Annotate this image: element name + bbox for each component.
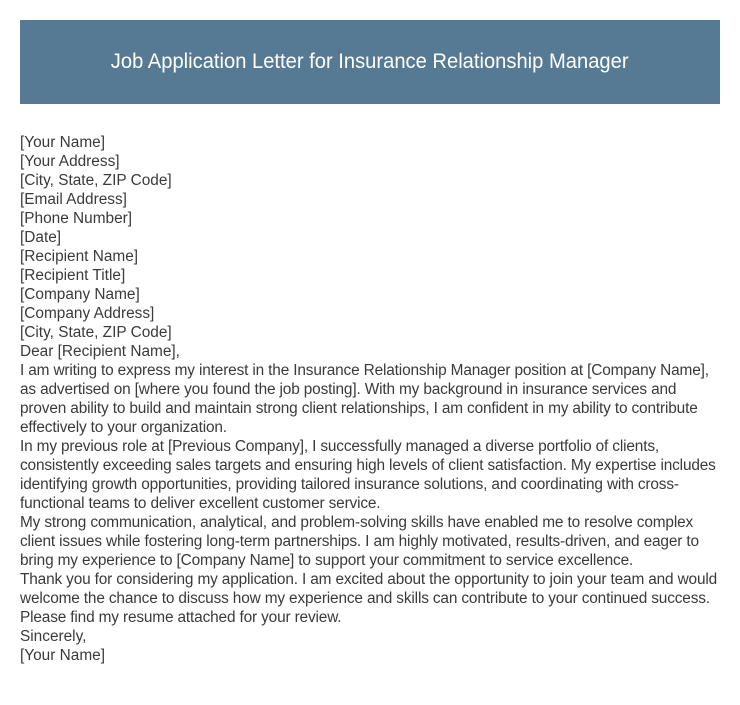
recipient-company-address: [Company Address]	[20, 305, 155, 322]
letter-body	[20, 133, 725, 665]
salutation: Dear [Recipient Name],	[20, 343, 180, 360]
sender-email: [Email Address]	[20, 191, 127, 208]
sender-phone: [Phone Number]	[20, 210, 133, 227]
page-title: Job Application Letter for Insurance Relationship Manager	[111, 50, 629, 73]
sender-city-state-zip: [City, State, ZIP Code]	[20, 172, 172, 189]
sender-name: [Your Name]	[20, 134, 105, 151]
recipient-title: [Recipient Title]	[20, 267, 126, 284]
recipient-company: [Company Name]	[20, 286, 140, 303]
paragraph-experience: In my previous role at [Previous Company], I successfully managed a diverse portfolio of clients, consistently exceeding sales targets and ensuring high levels of client satisfaction. My expertise includes identifying growth opportunities, providing tailored insurance solutions, and coordinating with cross-functional teams to deliver excellent customer service.	[20, 438, 716, 512]
recipient-city-state-zip: [City, State, ZIP Code]	[20, 324, 172, 341]
recipient-name: [Recipient Name]	[20, 248, 139, 265]
paragraph-skills: My strong communication, analytical, and problem-solving skills have enabled me to resolve complex client issues while fostering long-term partnerships. I am highly motivated, results-driven, and eager to bring my experience to [Company Name] to support your commitment to service excellence.	[20, 514, 699, 569]
paragraph-intro: I am writing to express my interest in the Insurance Relationship Manager position at [Company Name], as advertised on [where you found the job posting]. With my background in insurance services and proven ability to build and maintain strong client relationships, I am confident in my ability to contribute effectively to your organization.	[20, 362, 709, 436]
closing: Sincerely,	[20, 628, 87, 645]
paragraph-closing: Thank you for considering my application. I am excited about the opportunity to join your team and would welcome the chance to discuss how my experience and skills can contribute to your continued success. Please find my resume attached for your review.	[20, 571, 718, 626]
signature: [Your Name]	[20, 647, 105, 664]
sender-address: [Your Address]	[20, 153, 120, 170]
letter-date: [Date]	[20, 229, 62, 246]
title-banner	[20, 20, 720, 104]
